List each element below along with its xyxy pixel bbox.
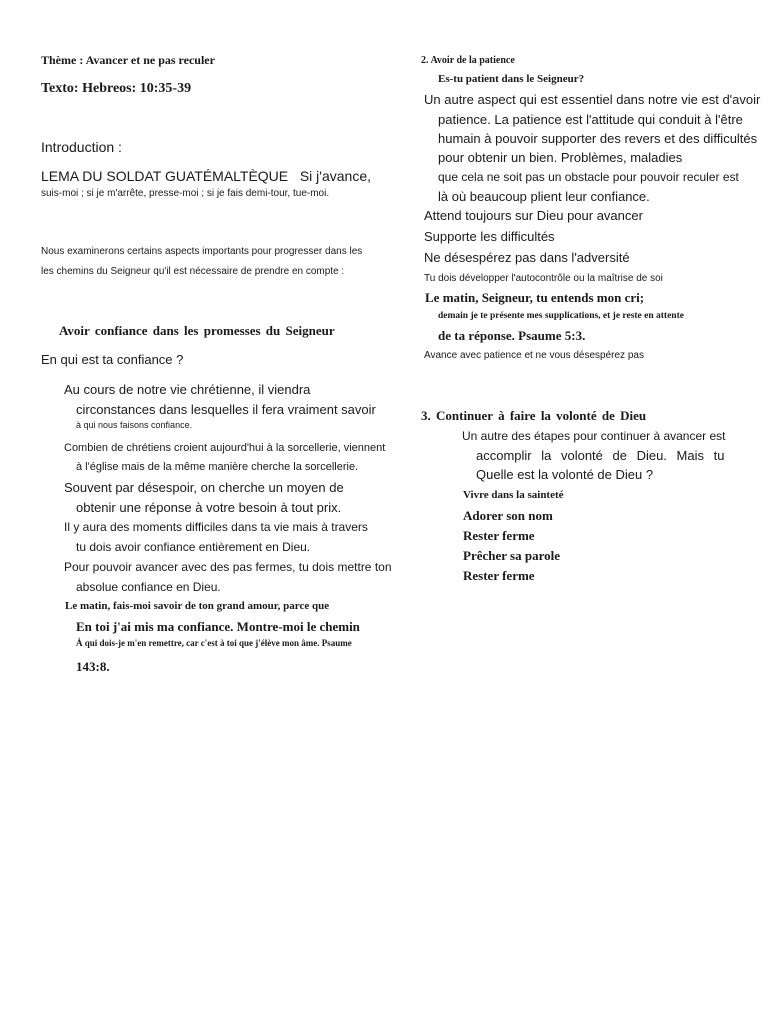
patience-bullet-1-line-6: là où beaucoup plient leur confiance.: [438, 189, 650, 204]
patience-verse-line-2: demain je te présente mes supplications, et je reste en attente: [438, 311, 684, 321]
bullet-2-line-1: Combien de chrétiens croient aujourd'hui à la sorcellerie, viennent: [64, 442, 386, 454]
section-1-question: En qui est ta confiance ?: [41, 352, 184, 367]
section-3-bullet-1: Vivre dans la sainteté: [463, 489, 564, 501]
lema-quote-start: Si j'avance,: [299, 168, 371, 184]
section-1-title: Avoir confiance dans les promesses du Seigneur: [59, 323, 335, 338]
bullet-4-line-1: Il y aura des moments difficiles dans ta vie mais à travers: [64, 520, 368, 534]
lema-quote: suis-moi ; si je m'arrête, presse-moi ; si je fais demi-tour, tue-moi.: [41, 188, 330, 199]
bullet-3-line-2: obtenir une réponse à votre besoin à tout prix.: [76, 500, 342, 515]
bullet-1-line-2: circonstances dans lesquelles il fera vraiment savoir: [76, 402, 376, 417]
patience-bullet-2: Attend toujours sur Dieu pour avancer: [424, 208, 643, 223]
patience-bullet-1-line-1: Un autre aspect qui est essentiel dans notre vie est d'avoir: [424, 92, 761, 107]
bullet-4-line-2: tu dois avoir confiance entièrement en Dieu.: [76, 540, 311, 554]
bullet-6-line-1: Le matin, fais-moi savoir de ton grand amour, parce que: [65, 600, 330, 612]
texto-line: Texto: Hebreos: 10:35-39: [41, 81, 192, 96]
intro-paragraph-line-2: les chemins du Seigneur qu'il est nécessaire de prendre en compte :: [41, 266, 345, 277]
patience-bullet-4: Ne désespérez pas dans l'adversité: [424, 250, 630, 265]
section-3-bullet-3: Rester ferme: [463, 528, 535, 543]
section-2-title: 2. Avoir de la patience: [421, 55, 515, 66]
bullet-5-line-1: Pour pouvoir avancer avec des pas fermes, tu dois mettre ton: [64, 560, 392, 574]
verse-line-2: En toi j'ai mis ma confiance. Montre-moi le chemin: [76, 619, 360, 634]
section-2-question: Es-tu patient dans le Seigneur?: [438, 73, 585, 85]
patience-verse-line-1: Le matin, Seigneur, tu entends mon cri;: [425, 290, 645, 305]
bullet-1-line-3: à qui nous faisons confiance.: [76, 420, 193, 430]
theme-line: Thème : Avancer et ne pas reculer: [41, 53, 215, 67]
patience-bullet-7: Avance avec patience et ne vous désespérez pas: [424, 350, 644, 361]
patience-bullet-5: Tu dois développer l'autocontrôle ou la maîtrise de soi: [424, 273, 663, 284]
patience-bullet-1-line-3: humain à pouvoir supporter des revers et des difficultés: [438, 131, 758, 146]
patience-bullet-1-line-5: que cela ne soit pas un obstacle pour pouvoir reculer est: [438, 170, 739, 184]
intro-paragraph-line-1: Nous examinerons certains aspects importants pour progresser dans les: [41, 246, 363, 257]
bullet-5-line-2: absolue confiance en Dieu.: [76, 580, 221, 594]
section-3-bullet-2: Adorer son nom: [463, 508, 553, 523]
bullet-2-line-2: à l'église mais de la même manière cherche la sorcellerie.: [76, 461, 359, 473]
section-3-line-1: Un autre des étapes pour continuer à avancer est: [462, 429, 726, 443]
patience-bullet-1-line-4: pour obtenir un bien. Problèmes, maladies: [438, 150, 683, 165]
verse-line-3: À qui dois-je m'en remettre, car c'est à toi que j'élève mon âme. Psaume: [76, 638, 352, 648]
lema-title: LEMA DU SOLDAT GUATÉMALTÈQUE: [41, 168, 289, 184]
patience-bullet-3: Supporte les difficultés: [424, 229, 555, 244]
bullet-1-line-1: Au cours de notre vie chrétienne, il viendra: [64, 382, 311, 397]
section-3-bullet-4: Prêcher sa parole: [463, 548, 560, 563]
bullet-3-line-1: Souvent par désespoir, on cherche un moyen de: [64, 480, 344, 495]
lema-line: [41, 168, 371, 184]
verse-reference: 143:8.: [76, 659, 110, 674]
patience-bullet-1-line-2: patience. La patience est l'attitude qui conduit à l'être: [438, 112, 743, 127]
section-3-line-2: accomplir la volonté de Dieu. Mais tu: [476, 448, 725, 463]
section-3-line-3: Quelle est la volonté de Dieu ?: [476, 467, 654, 482]
section-3-title: 3. Continuer à faire la volonté de Dieu: [421, 408, 647, 423]
section-3-bullet-5: Rester ferme: [463, 568, 535, 583]
patience-verse-line-3: de ta réponse. Psaume 5:3.: [438, 328, 586, 343]
intro-heading: Introduction :: [41, 139, 122, 155]
